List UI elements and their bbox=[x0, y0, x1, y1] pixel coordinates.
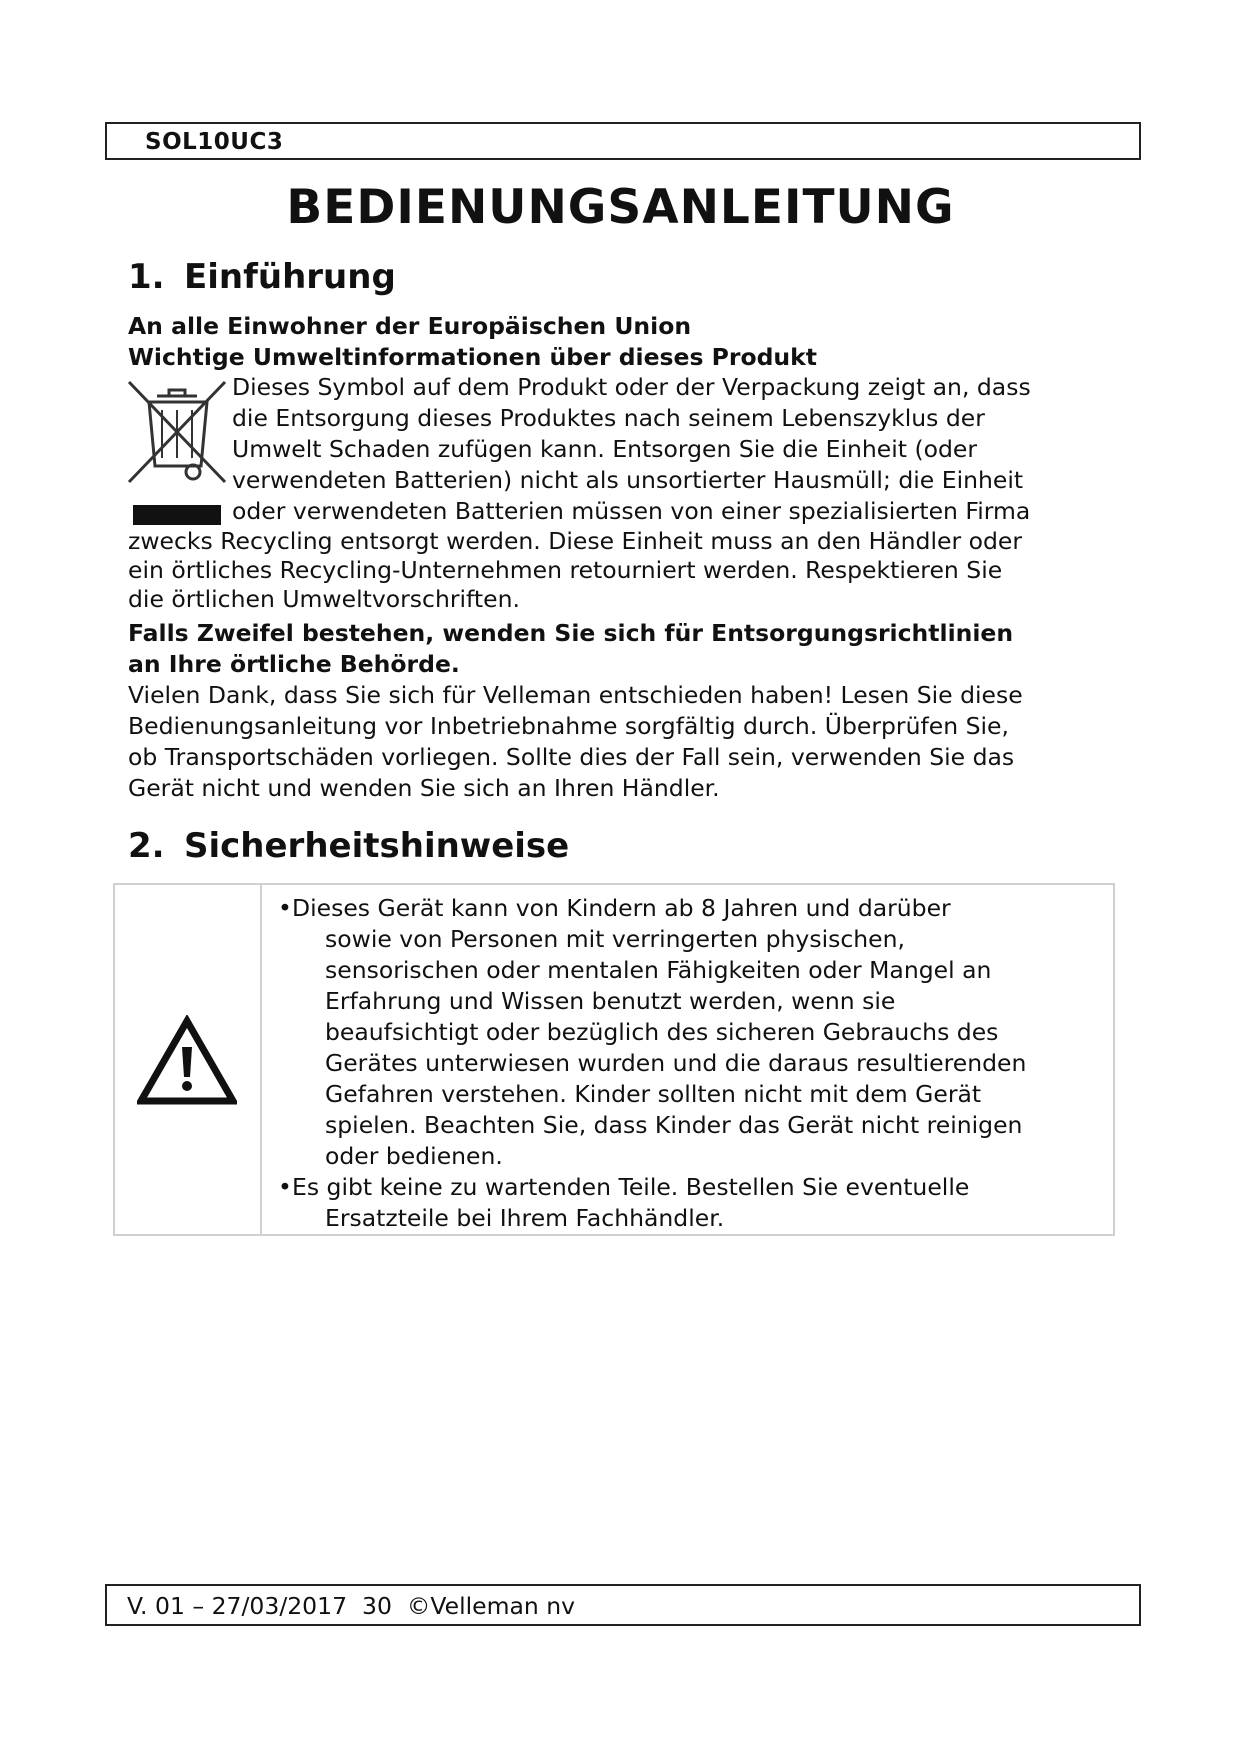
safety-bullet bbox=[265, 893, 1026, 1172]
weee-line: verwendeten Batterien) nicht als unsortierter Hausmüll; die Einheit bbox=[232, 466, 1024, 494]
safety-table bbox=[113, 883, 1115, 1236]
bullet-dot: • bbox=[278, 894, 292, 922]
weee-line: Umwelt Schaden zufügen kann. Entsorgen Sie die Einheit (oder bbox=[232, 435, 978, 463]
thanks-paragraph bbox=[128, 680, 1023, 804]
footer-box bbox=[105, 1584, 1141, 1626]
section-2-heading bbox=[128, 826, 569, 866]
weee-text-short bbox=[232, 372, 1031, 527]
footer-date: 27/03/2017 bbox=[211, 1592, 348, 1620]
footer-version: V. 01 bbox=[127, 1592, 185, 1620]
safety-bullet bbox=[265, 1172, 1026, 1234]
thanks-line: ob Transportschäden vorliegen. Sollte dies der Fall sein, verwenden Sie das bbox=[128, 743, 1015, 771]
footer-page-number: 30 bbox=[362, 1592, 392, 1620]
weee-line: oder verwendeten Batterien müssen von einer spezialisierten Firma bbox=[232, 497, 1031, 525]
safety-bullet-text: Dieses Gerät kann von Kindern ab 8 Jahren und darüber sowie von Personen mit verringerten physischen, sensorischen oder mentalen Fähigkeiten oder Mangel an Erfahrung und Wissen benutzt werden, wenn sie beaufsichtigt oder bezüglich des sicheren Gebrauchs des Gerätes unterwiesen wurden und die daraus resultierenden Gefahren verstehen. Kinder sollten nicht mit dem Gerät spielen. Beachten Sie, dass Kinder das Gerät nicht reinigen oder bedienen. bbox=[292, 894, 1027, 1170]
doubt-notice bbox=[128, 618, 1013, 680]
thanks-line: Vielen Dank, dass Sie sich für Velleman entschieden haben! Lesen Sie diese bbox=[128, 681, 1023, 709]
header-box bbox=[105, 122, 1141, 160]
weee-line: ein örtliches Recycling-Unternehmen retourniert werden. Respektieren Sie bbox=[128, 556, 1003, 584]
safety-bullet-text: Es gibt keine zu wartenden Teile. Bestellen Sie eventuelle Ersatzteile bei Ihrem Fachhändler. bbox=[292, 1173, 970, 1232]
section-2-number: 2. bbox=[128, 826, 165, 866]
doubt-line: Falls Zweifel bestehen, wenden Sie sich für Entsorgungsrichtlinien bbox=[128, 619, 1014, 647]
section-1-title: Einführung bbox=[184, 257, 396, 297]
table-divider bbox=[260, 885, 262, 1234]
section-1-heading bbox=[128, 257, 396, 297]
warning-triangle-icon bbox=[137, 1015, 237, 1107]
weee-text-full bbox=[128, 527, 1022, 614]
footer-copyright: ©Velleman nv bbox=[406, 1592, 576, 1620]
thanks-line: Bedienungsanleitung vor Inbetriebnahme sorgfältig durch. Überprüfen Sie, bbox=[128, 712, 1009, 740]
document-title: BEDIENUNGSANLEITUNG bbox=[286, 180, 955, 235]
thanks-line: Gerät nicht und wenden Sie sich an Ihren Händler. bbox=[128, 774, 720, 802]
bullet-dot: • bbox=[278, 1173, 292, 1201]
section-1-number: 1. bbox=[128, 257, 165, 297]
env-info-heading: Wichtige Umweltinformationen über dieses Produkt bbox=[128, 343, 818, 371]
section-2-title: Sicherheitshinweise bbox=[184, 826, 570, 866]
footer-text: V. 01 – 27/03/2017 30 ©Velleman nv bbox=[127, 1592, 576, 1620]
weee-line: die Entsorgung dieses Produktes nach seinem Lebenszyklus der bbox=[232, 404, 985, 432]
weee-line: zwecks Recycling entsorgt werden. Diese Einheit muss an den Händler oder bbox=[128, 527, 1022, 555]
weee-line: die örtlichen Umweltvorschriften. bbox=[128, 585, 520, 613]
model-number: SOL10UC3 bbox=[145, 129, 284, 155]
safety-bullet-list bbox=[265, 893, 1026, 1234]
weee-line: Dieses Symbol auf dem Produkt oder der Verpackung zeigt an, dass bbox=[232, 373, 1031, 401]
weee-crossed-bin-icon bbox=[127, 378, 227, 538]
audience-line: An alle Einwohner der Europäischen Union bbox=[128, 312, 692, 340]
doubt-line: an Ihre örtliche Behörde. bbox=[128, 650, 460, 678]
